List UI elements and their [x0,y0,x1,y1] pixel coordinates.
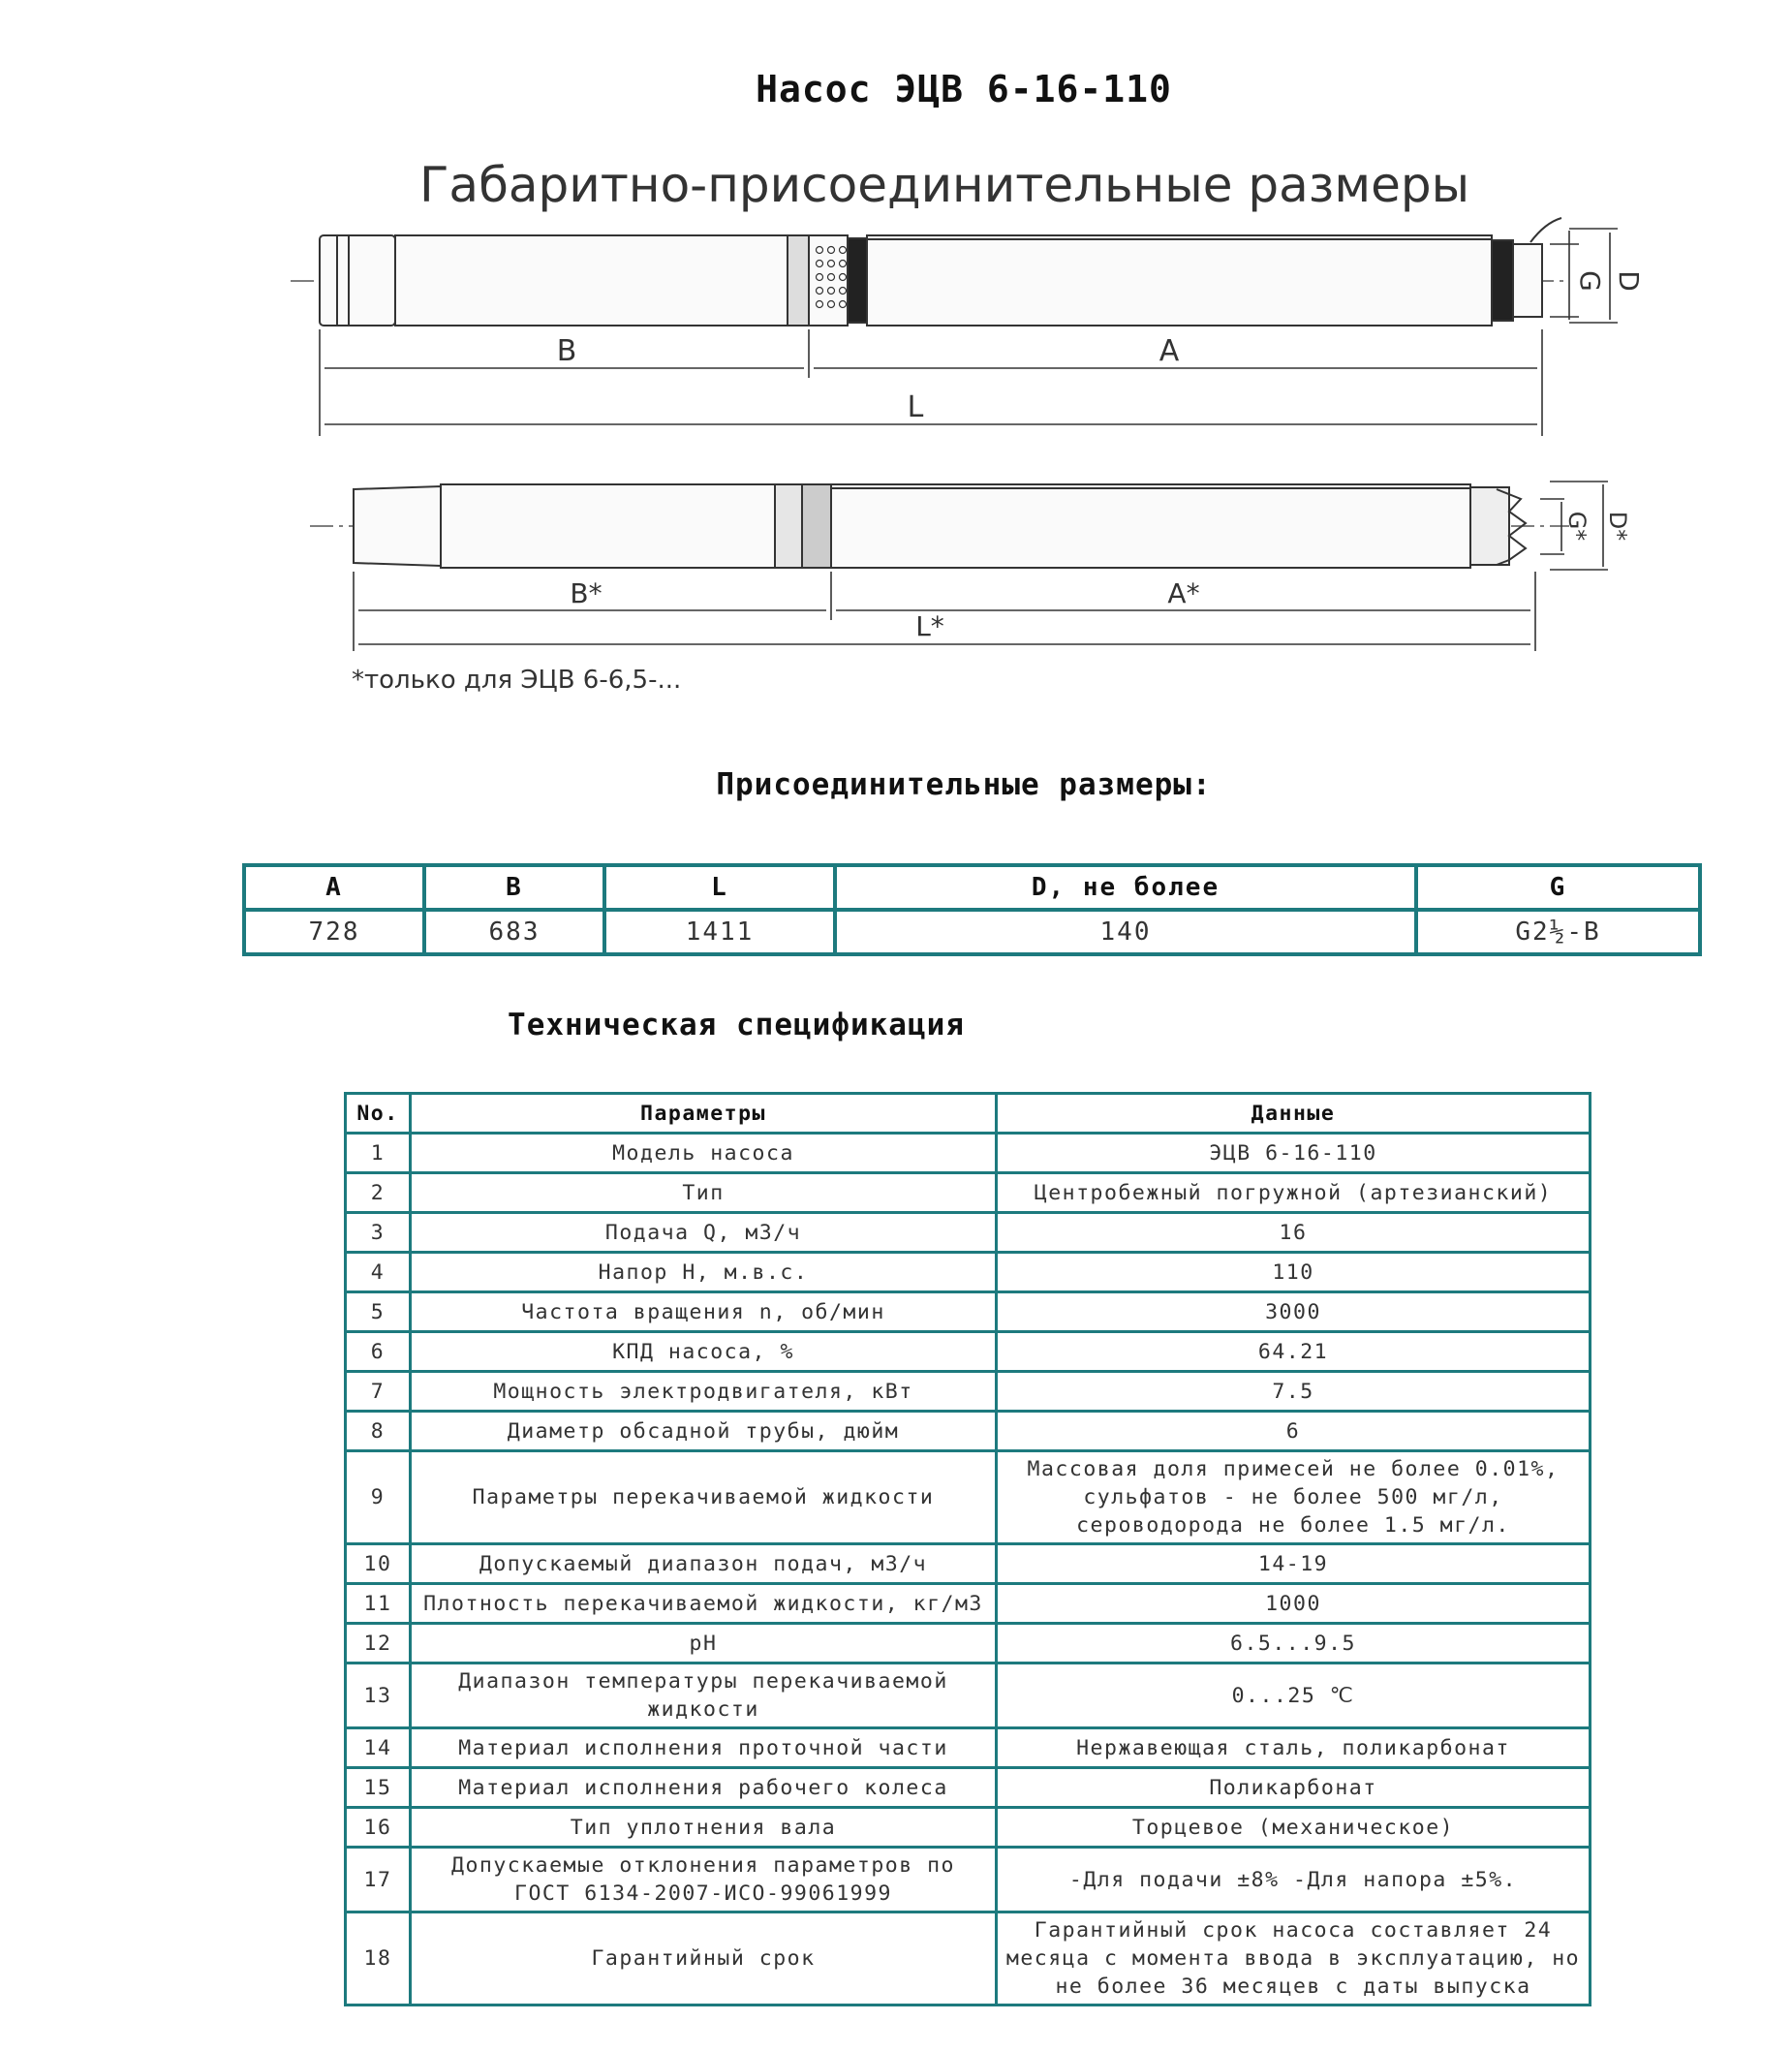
row-value: Торцевое (механическое) [997,1808,1591,1848]
pump-top-view [291,218,1569,326]
table-row [346,1173,1591,1213]
table-row [346,1728,1591,1768]
row-number: 14 [346,1728,411,1768]
row-value: Гарантийный срок насоса составляет 24 месяца с момента ввода в эксплуатацию, но не более 36 месяцев с даты выпуска [997,1912,1591,2005]
pump-bottom-view [310,484,1569,568]
row-param: Параметры перекачиваемой жидкости [411,1451,997,1544]
row-value: Центробежный погружной (артезианский) [997,1173,1591,1213]
conn-value-a: 728 [244,910,424,954]
row-param: Допускаемые отклонения параметров по ГОСТ 6134-2007-ИСО-99061999 [411,1848,997,1912]
table-row [244,910,1700,954]
table-row [346,1768,1591,1808]
row-value: 6 [997,1412,1591,1451]
conn-value-g: G2½-B [1416,910,1700,954]
row-param: Допускаемый диапазон подач, м3/ч [411,1544,997,1584]
row-number: 2 [346,1173,411,1213]
dim-label-l-alt: L* [915,610,944,642]
dim-label-d: D [1613,270,1645,292]
row-number: 12 [346,1624,411,1663]
row-param: Частота вращения n, об/мин [411,1292,997,1332]
page-title: Насос ЭЦВ 6-16-110 [756,68,1172,110]
row-value: 110 [997,1253,1591,1292]
pump-dimension-drawing [0,0,1792,717]
row-param: Материал исполнения рабочего колеса [411,1768,997,1808]
row-number: 10 [346,1544,411,1584]
dim-label-d-alt: D* [1604,511,1631,542]
row-value: Поликарбонат [997,1768,1591,1808]
row-param: Напор H, м.в.с. [411,1253,997,1292]
conn-header-l: L [604,865,835,910]
spec-title: Техническая спецификация [508,1008,965,1042]
row-value: Массовая доля примесей не более 0.01%, сульфатов - не более 500 мг/л, сероводорода не более 1.5 мг/л. [997,1451,1591,1544]
drawing-heading: Габаритно-присоединительные размеры [418,157,1470,213]
connection-title: Присоединительные размеры: [716,767,1212,802]
table-row [346,1808,1591,1848]
row-value: 7.5 [997,1372,1591,1412]
spec-table [344,1092,1591,2006]
row-number: 5 [346,1292,411,1332]
row-param: Гарантийный срок [411,1912,997,2005]
dim-label-g-alt: G* [1563,511,1591,542]
conn-header-g: G [1416,865,1700,910]
row-param: Тип [411,1173,997,1213]
row-value: 0...25 ℃ [997,1663,1591,1728]
table-row [346,1663,1591,1728]
table-row [346,1544,1591,1584]
row-value: 64.21 [997,1332,1591,1372]
row-number: 8 [346,1412,411,1451]
row-param: pH [411,1624,997,1663]
table-row [346,1292,1591,1332]
dim-label-b: B [556,334,577,368]
row-number: 15 [346,1768,411,1808]
row-number: 6 [346,1332,411,1372]
dim-label-g: G [1574,270,1606,292]
row-param: Диаметр обсадной трубы, дюйм [411,1412,997,1451]
row-number: 16 [346,1808,411,1848]
spec-header-data: Данные [997,1094,1591,1134]
connection-table [242,863,1702,956]
table-row [346,1213,1591,1253]
table-row [346,1253,1591,1292]
row-param: Диапазон температуры перекачиваемой жидкости [411,1663,997,1728]
dim-label-l: L [907,390,924,424]
table-row [346,1412,1591,1451]
row-value: 14-19 [997,1544,1591,1584]
row-param: Плотность перекачиваемой жидкости, кг/м3 [411,1584,997,1624]
table-row [346,1134,1591,1173]
dim-label-a-alt: A* [1167,577,1200,609]
row-number: 3 [346,1213,411,1253]
row-number: 1 [346,1134,411,1173]
dim-label-b-alt: B* [570,577,602,609]
row-number: 7 [346,1372,411,1412]
row-value: 16 [997,1213,1591,1253]
table-header-row [346,1094,1591,1134]
spec-header-param: Параметры [411,1094,997,1134]
row-value: 6.5...9.5 [997,1624,1591,1663]
row-param: Мощность электродвигателя, кВт [411,1372,997,1412]
table-row [346,1912,1591,2005]
conn-value-l: 1411 [604,910,835,954]
row-value: -Для подачи ±8% -Для напора ±5%. [997,1848,1591,1912]
table-row [346,1451,1591,1544]
table-row [346,1848,1591,1912]
row-number: 4 [346,1253,411,1292]
row-value: ЭЦВ 6-16-110 [997,1134,1591,1173]
conn-value-b: 683 [424,910,604,954]
row-value: Нержавеющая сталь, поликарбонат [997,1728,1591,1768]
table-row [346,1584,1591,1624]
row-number: 13 [346,1663,411,1728]
dim-label-a: A [1159,334,1180,368]
drawing-footnote: *только для ЭЦВ 6-6,5-... [352,666,682,695]
conn-header-d: D, не более [835,865,1416,910]
table-row [346,1372,1591,1412]
row-value: 1000 [997,1584,1591,1624]
row-param: Подача Q, м3/ч [411,1213,997,1253]
row-number: 9 [346,1451,411,1544]
row-number: 11 [346,1584,411,1624]
conn-header-b: B [424,865,604,910]
table-row [346,1624,1591,1663]
row-value: 3000 [997,1292,1591,1332]
row-param: КПД насоса, % [411,1332,997,1372]
conn-value-d: 140 [835,910,1416,954]
row-param: Материал исполнения проточной части [411,1728,997,1768]
row-param: Модель насоса [411,1134,997,1173]
row-param: Тип уплотнения вала [411,1808,997,1848]
spec-header-no: No. [346,1094,411,1134]
row-number: 18 [346,1912,411,2005]
row-number: 17 [346,1848,411,1912]
table-row [346,1332,1591,1372]
conn-header-a: A [244,865,424,910]
table-header-row [244,865,1700,910]
